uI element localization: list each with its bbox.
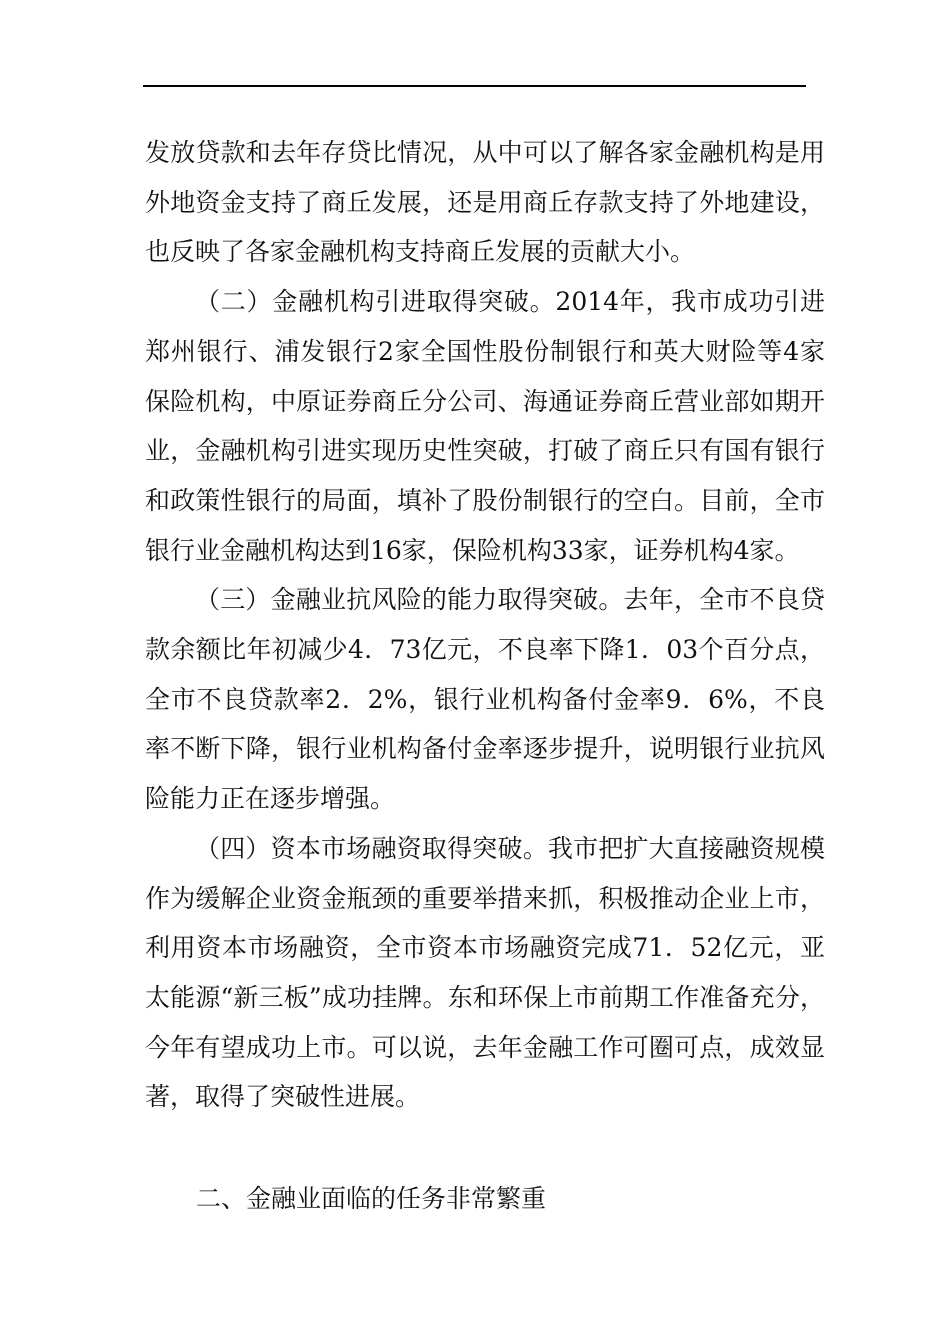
section-heading: 二、金融业面临的任务非常繁重 <box>196 1184 547 1213</box>
paragraph-risk-resistance: （三）金融业抗风险的能力取得突破。去年，全市不良贷款余额比年初减少4．73亿元，不良率下降1．03个百分点，全市不良贷款率2．2%，银行业机构备付金率9．6%，不良率不断下降，银行业机构备付金率逐步提升，说明银行业抗风险能力正在逐步增强。 <box>145 585 825 814</box>
paragraph-continuation: 发放贷款和去年存贷比情况，从中可以了解各家金融机构是用外地资金支持了商丘发展，还是用商丘存款支持了外地建设，也反映了各家金融机构支持商丘发展的贡献大小。 <box>145 138 825 267</box>
document-body <box>145 128 825 1122</box>
paragraph-institution-introduction: （二）金融机构引进取得突破。2014年，我市成功引进郑州银行、浦发银行2家全国性股份制银行和英大财险等4家保险机构，中原证券商丘分公司、海通证券商丘营业部如期开业，金融机构引进实现历史性突破，打破了商丘只有国有银行和政策性银行的局面，填补了股份制银行的空白。目前，全市银行业金融机构达到16家，保险机构33家，证券机构4家。 <box>145 287 825 565</box>
paragraph-capital-market: （四）资本市场融资取得突破。我市把扩大直接融资规模作为缓解企业资金瓶颈的重要举措来抓，积极推动企业上市，利用资本市场融资，全市资本市场融资完成71．52亿元，亚太能源“新三板”成功挂牌。东和环保上市前期工作准备充分，今年有望成功上市。可以说，去年金融工作可圈可点，成效显著，取得了突破性进展。 <box>145 833 825 1112</box>
header-rule <box>143 85 806 87</box>
